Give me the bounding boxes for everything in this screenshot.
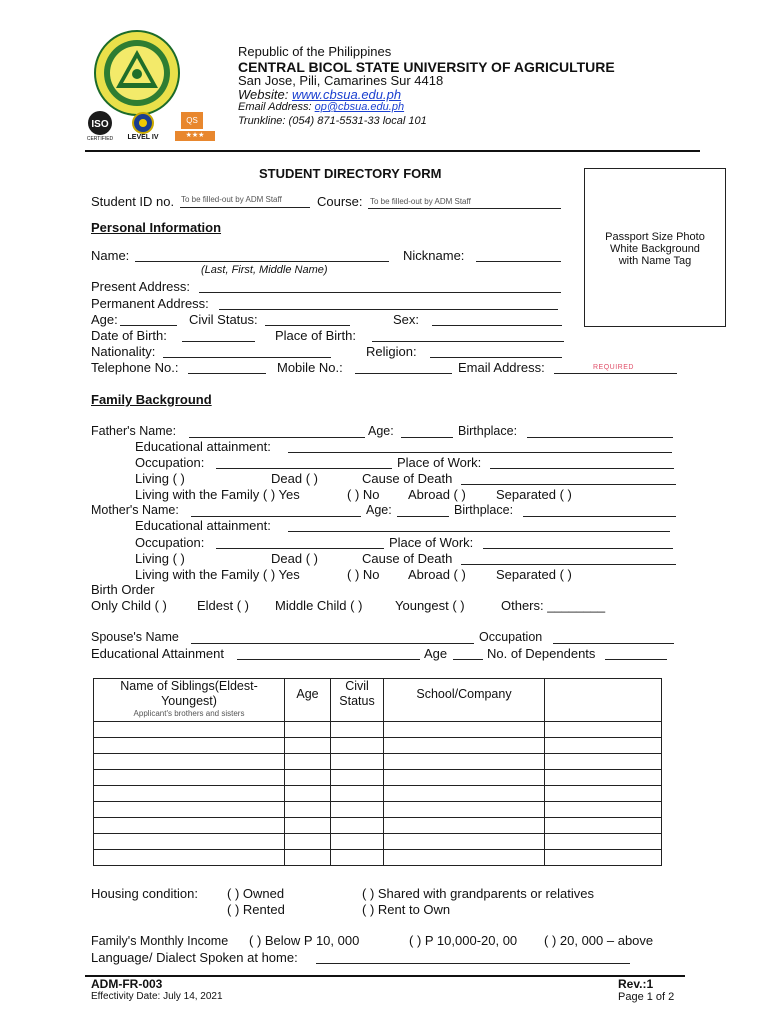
- pob-field[interactable]: [372, 341, 564, 342]
- sibling-school-cell[interactable]: [384, 802, 545, 818]
- only-child-option[interactable]: Only Child ( ): [91, 598, 167, 613]
- qs-stars: ★★★: [175, 131, 215, 141]
- mother-living-with-yes[interactable]: Living with the Family ( ) Yes: [135, 567, 300, 582]
- sibling-status-cell[interactable]: [331, 722, 384, 738]
- sibling-name-cell[interactable]: [94, 802, 285, 818]
- siblings-name-header-hint: Applicant's brothers and sisters: [133, 709, 245, 718]
- sex-label: Sex:: [393, 312, 420, 327]
- mother-birthplace-label: Birthplace:: [454, 503, 514, 517]
- page-number: Page 1 of 2: [618, 991, 675, 1003]
- mother-abroad-option[interactable]: Abroad ( ): [408, 567, 466, 582]
- university-seal: [94, 30, 180, 121]
- age-label: Age:: [91, 312, 118, 327]
- mother-name-field[interactable]: [191, 516, 361, 517]
- father-birthplace-field[interactable]: [527, 437, 673, 438]
- dob-field[interactable]: [182, 341, 255, 342]
- telephone-label: Telephone No.:: [91, 360, 179, 375]
- nationality-label: Nationality:: [91, 344, 156, 359]
- father-educ-label: Educational attainment:: [135, 439, 271, 454]
- republic-text: Republic of the Philippines: [238, 44, 392, 59]
- siblings-name-header-text: Name of Siblings(Eldest-Youngest): [120, 679, 258, 708]
- housing-label: Housing condition:: [91, 886, 198, 901]
- present-address-label: Present Address:: [91, 279, 190, 294]
- photo-line3: with Name Tag: [618, 255, 692, 267]
- income-option-1[interactable]: ( ) Below P 10, 000: [249, 933, 360, 948]
- sibling-name-cell[interactable]: [94, 722, 285, 738]
- sibling-name-cell[interactable]: [94, 738, 285, 754]
- sibling-status-cell[interactable]: [331, 802, 384, 818]
- email-address-label: Email Address:: [458, 360, 545, 375]
- sibling-school-cell[interactable]: [384, 850, 545, 866]
- father-work-label: Place of Work:: [397, 455, 482, 470]
- mother-occupation-label: Occupation:: [135, 535, 205, 550]
- religion-field[interactable]: [430, 357, 562, 358]
- sibling-extra-cell[interactable]: [545, 786, 662, 802]
- footer-divider: [85, 975, 685, 977]
- level-text: LEVEL IV: [127, 134, 159, 141]
- sibling-status-cell[interactable]: [331, 786, 384, 802]
- sex-field[interactable]: [432, 325, 562, 326]
- sibling-age-cell[interactable]: [285, 818, 331, 834]
- sibling-age-cell[interactable]: [285, 786, 331, 802]
- siblings-table-body: [94, 722, 662, 866]
- father-educ-field[interactable]: [288, 452, 672, 453]
- mother-name-label: Mother's Name:: [91, 503, 179, 517]
- sibling-extra-cell[interactable]: [545, 818, 662, 834]
- sibling-name-cell[interactable]: [94, 850, 285, 866]
- siblings-age-header: [285, 679, 331, 722]
- mother-living-with-no[interactable]: ( ) No: [347, 567, 380, 582]
- iso-text: ISO: [91, 119, 109, 130]
- table-row: [94, 834, 662, 850]
- income-label: Family's Monthly Income: [91, 934, 229, 948]
- table-row: [94, 738, 662, 754]
- eldest-option[interactable]: Eldest ( ): [197, 598, 250, 613]
- mother-birthplace-field[interactable]: [523, 516, 676, 517]
- dependents-field[interactable]: [605, 659, 667, 660]
- spouse-occupation-label: Occupation: [479, 630, 543, 644]
- sibling-age-cell[interactable]: [285, 834, 331, 850]
- sibling-status-cell[interactable]: [331, 818, 384, 834]
- student-id-label: Student ID no.: [91, 194, 175, 209]
- spouse-educ-label: Educational Attainment: [91, 646, 224, 661]
- father-age-field[interactable]: [401, 437, 453, 438]
- table-row: [94, 850, 662, 866]
- course-label: Course:: [317, 194, 363, 209]
- father-living-option[interactable]: Living ( ): [135, 471, 185, 486]
- email-line: [238, 101, 404, 113]
- age-field[interactable]: [120, 325, 177, 326]
- siblings-school-header-text: School/Company: [416, 687, 512, 701]
- spouse-educ-field[interactable]: [237, 659, 420, 660]
- course-field[interactable]: [368, 208, 561, 209]
- level-badge: [126, 112, 160, 144]
- sibling-school-cell[interactable]: [384, 738, 545, 754]
- name-hint: (Last, First, Middle Name): [201, 264, 328, 276]
- religion-label: Religion:: [366, 344, 417, 359]
- sibling-name-cell[interactable]: [94, 770, 285, 786]
- housing-rented-option[interactable]: ( ) Rented: [227, 902, 285, 917]
- spouse-occupation-field[interactable]: [553, 643, 674, 644]
- sibling-status-cell[interactable]: [331, 850, 384, 866]
- university-name: CENTRAL BICOL STATE UNIVERSITY OF AGRICULTURE: [238, 59, 615, 75]
- sibling-age-cell[interactable]: [285, 738, 331, 754]
- nickname-field[interactable]: [476, 261, 561, 262]
- siblings-header-row: [94, 679, 662, 722]
- sibling-extra-cell[interactable]: [545, 770, 662, 786]
- mother-occupation-field[interactable]: [216, 548, 384, 549]
- siblings-status-header: [331, 679, 384, 722]
- sibling-name-cell[interactable]: [94, 818, 285, 834]
- table-row: [94, 754, 662, 770]
- website-label: Website:: [238, 87, 292, 102]
- iso-badge: [83, 110, 117, 142]
- birth-order-label: Birth Order: [91, 582, 155, 597]
- dependents-label: No. of Dependents: [487, 646, 596, 661]
- father-occupation-label: Occupation:: [135, 455, 205, 470]
- sibling-status-cell[interactable]: [331, 834, 384, 850]
- income-option-2[interactable]: ( ) P 10,000-20, 00: [409, 933, 518, 948]
- sibling-school-cell[interactable]: [384, 770, 545, 786]
- sibling-age-cell[interactable]: [285, 722, 331, 738]
- sibling-name-cell[interactable]: [94, 786, 285, 802]
- qs-badge: [175, 112, 215, 140]
- mother-age-field[interactable]: [397, 516, 449, 517]
- civil-status-field[interactable]: [265, 325, 350, 326]
- photo-box: [584, 168, 726, 327]
- personal-info-heading: Personal Information: [91, 220, 222, 235]
- sibling-age-cell[interactable]: [285, 770, 331, 786]
- sibling-school-cell[interactable]: [384, 754, 545, 770]
- language-field[interactable]: [316, 963, 630, 964]
- email-link[interactable]: op@cbsua.edu.ph: [314, 101, 405, 113]
- mobile-field[interactable]: [355, 373, 452, 374]
- father-dead-option[interactable]: Dead ( ): [271, 471, 318, 486]
- name-field[interactable]: [135, 261, 389, 262]
- siblings-age-header-text: Age: [296, 687, 319, 701]
- sibling-extra-cell[interactable]: [545, 722, 662, 738]
- siblings-extra-header: [545, 679, 662, 722]
- telephone-field[interactable]: [188, 373, 266, 374]
- header-divider: [85, 150, 700, 152]
- pob-label: Place of Birth:: [275, 328, 356, 343]
- housing-rent-to-own-option[interactable]: ( ) Rent to Own: [362, 902, 451, 917]
- mother-separated-option[interactable]: Separated ( ): [496, 567, 572, 582]
- spouse-age-field[interactable]: [453, 659, 483, 660]
- sibling-status-cell[interactable]: [331, 754, 384, 770]
- mother-dead-option[interactable]: Dead ( ): [271, 551, 318, 566]
- form-title: STUDENT DIRECTORY FORM: [259, 166, 442, 181]
- sibling-school-cell[interactable]: [384, 834, 545, 850]
- sibling-status-cell[interactable]: [331, 738, 384, 754]
- mother-work-field[interactable]: [483, 548, 673, 549]
- sibling-extra-cell[interactable]: [545, 850, 662, 866]
- university-address: San Jose, Pili, Camarines Sur 4418: [238, 73, 444, 88]
- spouse-age-label: Age: [424, 646, 448, 661]
- iso-certified-text: CERTIFIED: [86, 136, 114, 142]
- language-label: Language/ Dialect Spoken at home:: [91, 950, 298, 965]
- father-age-label: Age:: [368, 424, 394, 438]
- sibling-school-cell[interactable]: [384, 818, 545, 834]
- sibling-school-cell[interactable]: [384, 786, 545, 802]
- sibling-age-cell[interactable]: [285, 850, 331, 866]
- email-address-field[interactable]: [554, 373, 677, 374]
- form-code: ADM-FR-003: [91, 977, 163, 991]
- sibling-age-cell[interactable]: [285, 754, 331, 770]
- revision: Rev.:1: [618, 977, 654, 991]
- mother-cause-label: Cause of Death: [362, 551, 453, 566]
- siblings-status-header-text: Civil Status: [339, 679, 375, 708]
- sibling-extra-cell[interactable]: [545, 802, 662, 818]
- father-birthplace-label: Birthplace:: [458, 424, 518, 438]
- student-id-field[interactable]: [180, 207, 310, 208]
- sibling-extra-cell[interactable]: [545, 738, 662, 754]
- photo-line2: White Background: [610, 243, 700, 255]
- email-required-hint: REQUIRED: [593, 364, 634, 371]
- siblings-school-header: [384, 679, 545, 722]
- father-occupation-field[interactable]: [216, 468, 392, 469]
- middle-child-option[interactable]: Middle Child ( ): [275, 598, 363, 613]
- effectivity-date: Effectivity Date: July 14, 2021: [91, 991, 223, 1002]
- website-link[interactable]: www.cbsua.edu.ph: [291, 87, 402, 102]
- father-work-field[interactable]: [490, 468, 674, 469]
- father-abroad-option[interactable]: Abroad ( ): [408, 487, 466, 502]
- mother-educ-field[interactable]: [288, 531, 670, 532]
- father-cause-field[interactable]: [461, 484, 676, 485]
- sibling-name-cell[interactable]: [94, 754, 285, 770]
- course-hint: To be filled-out by ADM Staff: [370, 197, 471, 206]
- table-row: [94, 770, 662, 786]
- sibling-school-cell[interactable]: [384, 722, 545, 738]
- siblings-name-header: [94, 679, 285, 722]
- father-living-with-no[interactable]: ( ) No: [347, 487, 380, 502]
- trunkline-text: Trunkline: (054) 871-5531-33 local 101: [238, 115, 427, 127]
- father-name-field[interactable]: [189, 437, 365, 438]
- name-label: Name:: [91, 248, 130, 263]
- mother-educ-label: Educational attainment:: [135, 518, 271, 533]
- table-row: [94, 802, 662, 818]
- father-cause-label: Cause of Death: [362, 471, 453, 486]
- table-row: [94, 818, 662, 834]
- email-label: Email Address:: [238, 101, 315, 113]
- father-name-label: Father's Name:: [91, 424, 177, 438]
- student-id-hint: To be filled-out by ADM Staff: [181, 195, 282, 204]
- qs-text: QS: [181, 112, 203, 129]
- nationality-field[interactable]: [163, 357, 331, 358]
- housing-shared-option[interactable]: ( ) Shared with grandparents or relatives: [362, 886, 594, 901]
- table-row: [94, 786, 662, 802]
- dob-label: Date of Birth:: [91, 328, 167, 343]
- father-living-with-yes[interactable]: Living with the Family ( ) Yes: [135, 487, 300, 502]
- sibling-extra-cell[interactable]: [545, 754, 662, 770]
- mother-age-label: Age:: [366, 503, 392, 517]
- mother-cause-field[interactable]: [461, 564, 676, 565]
- spouse-name-field[interactable]: [191, 643, 474, 644]
- permanent-address-label: Permanent Address:: [91, 296, 209, 311]
- mobile-label: Mobile No.:: [277, 360, 343, 375]
- mother-living-option[interactable]: Living ( ): [135, 551, 185, 566]
- sibling-name-cell[interactable]: [94, 834, 285, 850]
- father-separated-option[interactable]: Separated ( ): [496, 487, 572, 502]
- photo-line1: Passport Size Photo: [605, 231, 705, 243]
- sibling-age-cell[interactable]: [285, 802, 331, 818]
- spouse-name-label: Spouse's Name: [91, 630, 179, 644]
- table-row: [94, 722, 662, 738]
- others-option[interactable]: Others: ________: [501, 598, 606, 613]
- nickname-label: Nickname:: [403, 248, 465, 263]
- sibling-status-cell[interactable]: [331, 770, 384, 786]
- family-background-heading: Family Background: [91, 392, 212, 407]
- civil-status-label: Civil Status:: [189, 312, 258, 327]
- siblings-table: [93, 678, 662, 866]
- youngest-option[interactable]: Youngest ( ): [395, 598, 465, 613]
- income-option-3[interactable]: ( ) 20, 000 – above: [544, 933, 654, 948]
- permanent-address-field[interactable]: [219, 309, 558, 310]
- present-address-field[interactable]: [199, 292, 561, 293]
- mother-work-label: Place of Work:: [389, 535, 474, 550]
- sibling-extra-cell[interactable]: [545, 834, 662, 850]
- website-line: [238, 87, 401, 102]
- housing-owned-option[interactable]: ( ) Owned: [227, 886, 285, 901]
